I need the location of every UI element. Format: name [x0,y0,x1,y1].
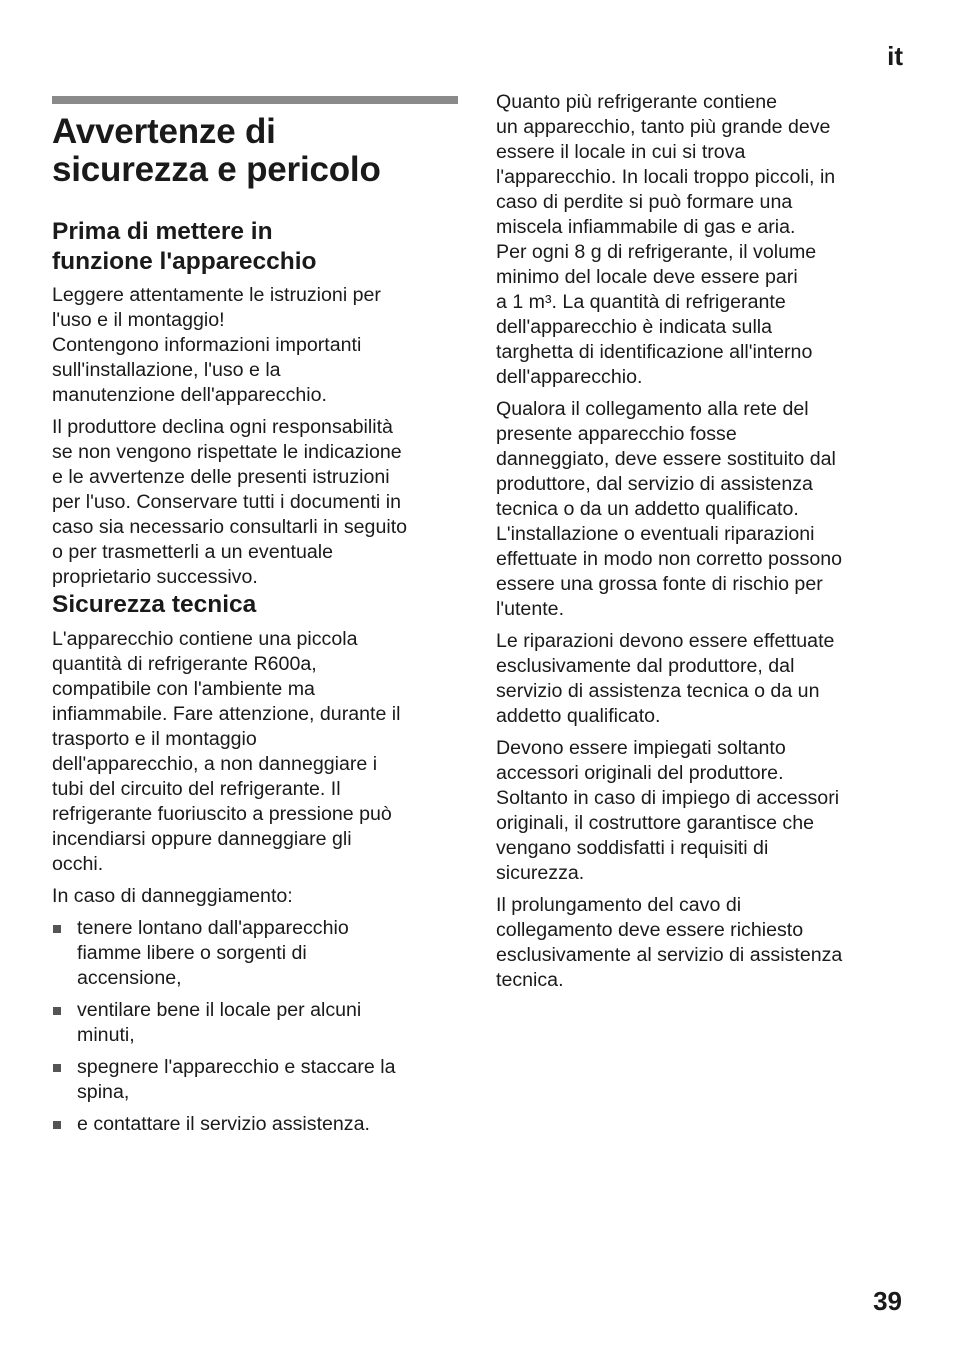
text-line: esclusivamente dal produttore, dal [496,655,795,677]
paragraph-liability [52,415,458,590]
text-line: collegamento deve essere richiesto [496,919,804,941]
text-line: sicurezza. [496,862,585,884]
text-line: tecnica o da un addetto qualificato. [496,498,799,520]
page-title [52,113,381,189]
list-item [52,1112,458,1137]
paragraph-room-size [496,90,906,390]
text-line: vengano soddisfatti i requisiti di [496,837,769,859]
text-line: fiamme libere o sorgenti di [77,942,307,964]
text-line: incendiarsi oppure danneggiare gli [52,828,352,850]
right-column [496,90,906,993]
text-line: tenere lontano dall'apparecchio [77,917,349,939]
heading-line: funzione l'apparecchio [52,248,317,275]
text-line: accessori originali del produttore. [496,762,784,784]
paragraph-cable-extension [496,893,906,993]
list-item [52,998,458,1048]
page-number: 39 [873,1286,902,1316]
text-line: un apparecchio, tanto più grande deve [496,116,831,138]
list-item [52,1055,458,1105]
heading-line: Sicurezza tecnica [52,591,257,618]
page-title-line: sicurezza e pericolo [52,150,381,189]
text-line: esclusivamente al servizio di assistenza [496,944,843,966]
text-line: essere una grossa fonte di rischio per [496,573,823,595]
text-line: danneggiato, deve essere sostituito dal [496,448,836,470]
text-line: Quanto più refrigerante contiene [496,91,778,113]
text-line: dell'apparecchio. [496,366,643,388]
text-line: l'utente. [496,598,565,620]
damage-steps-list [52,916,458,1137]
text-line: Devono essere impiegati soltanto [496,737,786,759]
text-line: quantità di refrigerante R600a, [52,653,317,675]
text-line: essere il locale in cui si trova [496,141,746,163]
text-line: L'installazione o eventuali riparazioni [496,523,815,545]
text-line: a 1 m³. La quantità di refrigerante [496,291,786,313]
text-line: originali, il costruttore garantisce che [496,812,815,834]
section-heading-technical-safety [52,590,458,620]
text-line: Leggere attentamente le istruzioni per [52,284,381,306]
text-line: tecnica. [496,969,564,991]
left-content [52,217,458,1144]
text-line: l'uso e il montaggio! [52,309,225,331]
paragraph-read-instructions [52,283,458,408]
text-line: se non vengono rispettate le indicazione [52,441,402,463]
text-line: per l'uso. Conservare tutti i documenti in [52,491,401,513]
text-line: accensione, [77,967,182,989]
language-tag: it [887,41,903,71]
text-line: infiammabile. Fare attenzione, durante il [52,703,401,725]
text-line: Contengono informazioni importanti [52,334,362,356]
text-line: compatibile con l'ambiente ma [52,678,315,700]
text-line: L'apparecchio contiene una piccola [52,628,358,650]
paragraph-accessories [496,736,906,886]
text-line: targhetta di identificazione all'interno [496,341,813,363]
text-line: Qualora il collegamento alla rete del [496,398,809,420]
text-line: servizio di assistenza tecnica o da un [496,680,820,702]
text-line: sull'installazione, l'uso e la [52,359,281,381]
text-line: e contattare il servizio assistenza. [77,1113,370,1135]
text-line: caso sia necessario consultarli in seguito [52,516,408,538]
text-line: ventilare bene il locale per alcuni [77,999,362,1021]
text-line: dell'apparecchio è indicata sulla [496,316,773,338]
text-line: spina, [77,1081,130,1103]
paragraph-power-cable [496,397,906,622]
text-line: minimo del locale deve essere pari [496,266,798,288]
square-bullet-icon [53,1064,61,1072]
square-bullet-icon [53,1007,61,1015]
list-item [52,916,458,991]
text-line: presente apparecchio fosse [496,423,737,445]
text-line: dell'apparecchio, a non danneggiare i [52,753,378,775]
square-bullet-icon [53,925,61,933]
page-title-line: Avvertenze di [52,112,276,151]
section-heading-before-use [52,217,458,277]
text-line: effettuate in modo non corretto possono [496,548,843,570]
text-line: refrigerante fuoriuscito a pressione può [52,803,392,825]
title-rule [52,96,458,104]
text-line: minuti, [77,1024,135,1046]
text-line: e le avvertenze delle presenti istruzioni [52,466,390,488]
text-line: Soltanto in caso di impiego di accessori [496,787,840,809]
text-line: l'apparecchio. In locali troppo piccoli, in [496,166,836,188]
text-line: produttore, dal servizio di assistenza [496,473,813,495]
text-line: manutenzione dell'apparecchio. [52,384,327,406]
text-line: Le riparazioni devono essere effettuate [496,630,835,652]
text-line: Per ogni 8 g di refrigerante, il volume [496,241,817,263]
text-line: occhi. [52,853,104,875]
paragraph-refrigerant [52,627,458,877]
text-line: trasporto e il montaggio [52,728,257,750]
paragraph-repairs [496,629,906,729]
text-line: addetto qualificato. [496,705,661,727]
text-line: Il produttore declina ogni responsabilità [52,416,393,438]
text-line: miscela infiammabile di gas e aria. [496,216,796,238]
paragraph-damage-intro [52,884,458,909]
text-line: In caso di danneggiamento: [52,885,293,907]
text-line: spegnere l'apparecchio e staccare la [77,1056,396,1078]
heading-line: Prima di mettere in [52,218,273,245]
text-line: tubi del circuito del refrigerante. Il [52,778,341,800]
text-line: o per trasmetterli a un eventuale [52,541,333,563]
text-line: caso di perdite si può formare una [496,191,793,213]
square-bullet-icon [53,1121,61,1129]
text-line: proprietario successivo. [52,566,258,588]
text-line: Il prolungamento del cavo di [496,894,742,916]
